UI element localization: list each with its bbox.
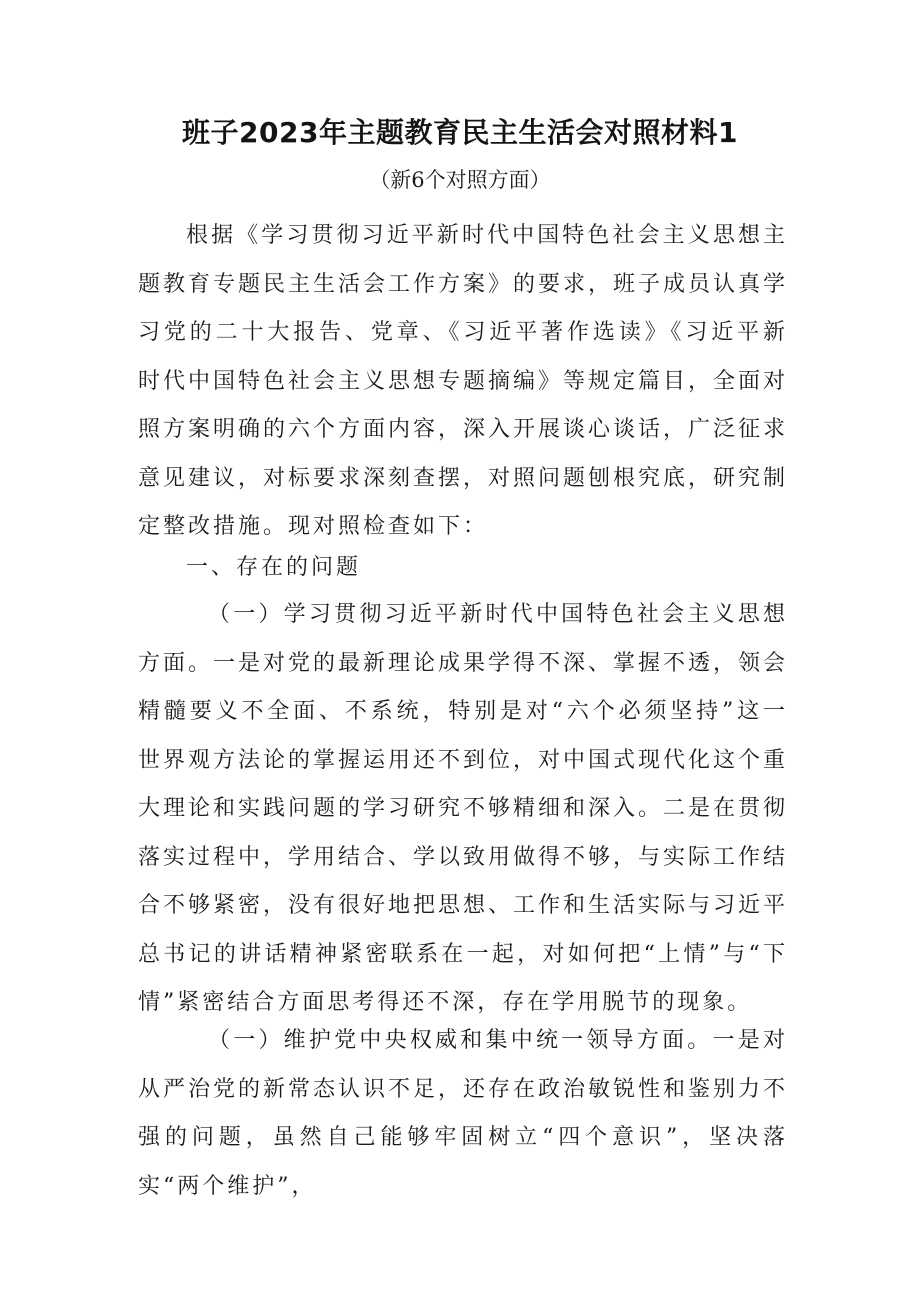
section-heading: 一、存在的问题 [186,555,362,580]
section-2-paragraph: （一）维护党中央权威和集中统一领导方面。一是对从严治党的新常态认识不足，还存在政治敏锐性和鉴别力不强的问题，虽然自己能够牢固树立“四个意识”，坚决落实“两个维护”， [138,1028,789,1199]
document-title: 班子2023年主题教育民主生活会对照材料1 [182,116,738,149]
section-1-paragraph: （一）学习贯彻习近平新时代中国特色社会主义思想方面。一是对党的最新理论成果学得不深、掌握不透，领会精髓要义不全面、不系统，特别是对“六个必须坚持”这一世界观方法论的掌握运用还不到位，对中国式现代化这个重大理论和实践问题的学习研究不够精细和深入。二是在贯彻落实过程中，学用结合、学以致用做得不够，与实际工作结合不够紧密，没有很好地把思想、工作和生活实际与习近平总书记的讲话精神紧密联系在一起，对如何把“上情”与“下情”紧密结合方面思考得还不深，存在学用脱节的现象。 [138,602,789,1015]
intro-paragraph: 根据《学习贯彻习近平新时代中国特色社会主义思想主题教育专题民主生活会工作方案》的要求，班子成员认真学习党的二十大报告、党章、《习近平著作选读》《习近平新时代中国特色社会主义思想专题摘编》等规定篇目，全面对照方案明确的六个方面内容，深入开展谈心谈话，广泛征求意见建议，对标要求深刻查摆，对照问题刨根究底，研究制定整改措施。现对照检查如下： [138,223,789,539]
document-subtitle: （新6个对照方面） [369,168,551,192]
